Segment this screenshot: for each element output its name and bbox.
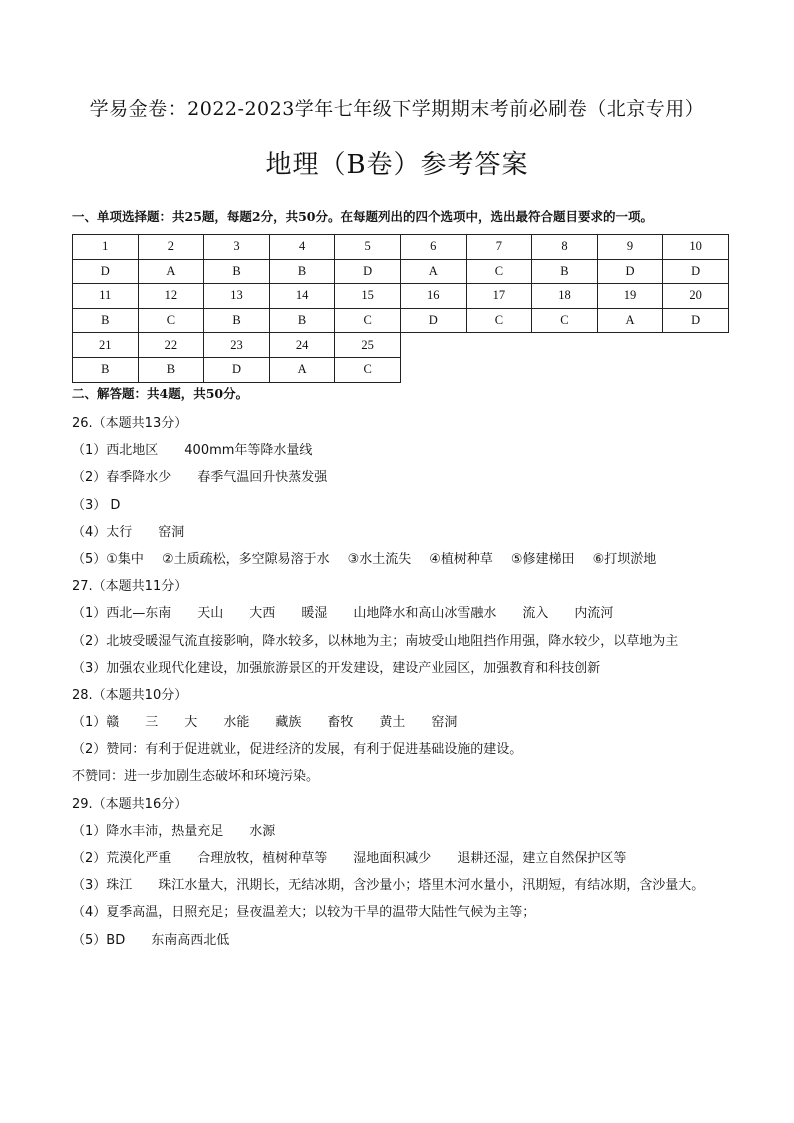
table-row-answers-3 <box>73 357 729 382</box>
question-number: 2 <box>138 235 204 260</box>
empty-cell <box>597 357 663 382</box>
answer-cell: C <box>466 259 532 284</box>
empty-cell <box>466 357 532 382</box>
question-number: 22 <box>138 333 204 358</box>
question-number: 3 <box>204 235 270 260</box>
question-number: 16 <box>400 284 466 309</box>
question-number: 20 <box>663 284 729 309</box>
question-number: 4 <box>269 235 335 260</box>
answer-part: 暖湿 <box>301 606 328 622</box>
answer-part: 窑洞 <box>431 715 458 731</box>
answer-cell: B <box>269 308 335 333</box>
question-number: 19 <box>597 284 663 309</box>
answer-part: （1）西北—东南 <box>72 606 172 622</box>
answer-cell: B <box>204 259 270 284</box>
answer-part: 水能 <box>223 715 250 731</box>
question-number: 14 <box>269 284 335 309</box>
empty-cell <box>466 333 532 358</box>
answer-cell: A <box>597 308 663 333</box>
answer-cell: B <box>269 259 335 284</box>
answer-part: 湿地面积减少 <box>353 851 432 866</box>
question-number: 12 <box>138 284 204 309</box>
answer-cell: A <box>269 357 335 382</box>
answer-part: （5） <box>72 551 107 567</box>
q29-answer-2 <box>72 845 732 872</box>
empty-cell <box>597 333 663 358</box>
answer-part: （3）珠江 <box>72 878 133 894</box>
answer-part: 春季气温回升快蒸发强 <box>197 470 328 486</box>
question-number: 7 <box>466 235 532 260</box>
question-number: 5 <box>335 235 401 260</box>
document-title: 学易金卷：2022-2023学年七年级下学期期末考前必刷卷（北京专用） <box>89 98 705 120</box>
document-subtitle: 地理（B卷）参考答案 <box>265 150 529 180</box>
q26-answer-1 <box>72 437 732 464</box>
empty-cell <box>663 333 729 358</box>
answer-cell: D <box>73 259 139 284</box>
q28-answer-1 <box>72 709 732 736</box>
question-number: 18 <box>532 284 598 309</box>
answer-part: （5）BD <box>72 932 126 948</box>
table-row-numbers-2 <box>73 284 729 309</box>
q27-answer-1 <box>72 600 732 627</box>
answer-part: 畜牧 <box>327 715 354 731</box>
q26-answer-5 <box>72 546 732 573</box>
answer-part: ①集中 <box>106 551 144 567</box>
question-number: 9 <box>597 235 663 260</box>
answer-cell: B <box>138 357 204 382</box>
question-27-title: 27.（本题共11分） <box>72 579 188 595</box>
answer-cell: D <box>597 259 663 284</box>
answer-part: （3） D <box>72 497 121 513</box>
question-number: 13 <box>204 284 270 309</box>
q28-answer-2b: 不赞同：进一步加剧生态破坏和环境污染。 <box>72 769 320 785</box>
answer-cell: D <box>400 308 466 333</box>
q29-answer-5 <box>72 927 732 954</box>
question-number: 24 <box>269 333 335 358</box>
answer-cell: D <box>663 259 729 284</box>
answer-part: （4）太行 <box>72 524 133 540</box>
question-number: 1 <box>73 235 139 260</box>
question-number: 11 <box>73 284 139 309</box>
answer-part: （1）赣 <box>72 715 120 731</box>
q29-answer-4: （4）夏季高温，日照充足；昼夜温差大；以较为干旱的温带大陆性气候为主等； <box>72 905 536 921</box>
q26-answer-4 <box>72 519 732 546</box>
answer-part: 黄土 <box>379 715 406 731</box>
question-number: 8 <box>532 235 598 260</box>
answer-part: 东南高西北低 <box>151 932 230 948</box>
answer-cell: C <box>335 357 401 382</box>
answer-part: ②土质疏松，多空隙易溶于水 <box>161 551 330 567</box>
answer-cell: B <box>204 308 270 333</box>
answer-cell: A <box>138 259 204 284</box>
answer-cell: C <box>138 308 204 333</box>
answer-part: （2）荒漠化严重 <box>72 851 172 866</box>
table-row-numbers-1 <box>73 235 729 260</box>
answer-part: （1）降水丰沛，热量充足 <box>72 823 224 839</box>
question-number: 21 <box>73 333 139 358</box>
question-number: 17 <box>466 284 532 309</box>
question-number: 23 <box>204 333 270 358</box>
table-row-answers-1 <box>73 259 729 284</box>
answer-cell: C <box>532 308 598 333</box>
q29-answer-1 <box>72 818 732 845</box>
answer-cell: C <box>335 308 401 333</box>
answer-part: 三 <box>145 715 159 731</box>
answer-part: ⑤修建梯田 <box>510 551 575 567</box>
answer-cell: B <box>73 357 139 382</box>
empty-cell <box>400 357 466 382</box>
answer-cell: C <box>466 308 532 333</box>
q27-answer-3: （3）加强农业现代化建设，加强旅游景区的开发建设，建设产业园区，加强教育和科技创新 <box>72 660 601 676</box>
empty-cell <box>532 333 598 358</box>
question-number: 10 <box>663 235 729 260</box>
answer-part: ⑥打坝淤地 <box>592 551 657 567</box>
q26-answer-2 <box>72 464 732 491</box>
question-28-title: 28.（本题共10分） <box>72 687 188 703</box>
answer-part: 内流河 <box>574 606 614 622</box>
section2-heading: 二、解答题：共4题，共50分。 <box>72 386 249 401</box>
answer-part: ③水土流失 <box>347 551 412 567</box>
answer-table <box>72 234 729 383</box>
answer-part: 天山 <box>197 606 224 622</box>
answer-part: 藏族 <box>275 715 302 731</box>
question-number: 6 <box>400 235 466 260</box>
answer-cell: B <box>73 308 139 333</box>
table-row-numbers-3 <box>73 333 729 358</box>
answer-part: 山地降水和高山冰雪融水 <box>353 606 497 622</box>
answer-part: （1）西北地区 <box>72 443 159 459</box>
answer-part: 窑洞 <box>158 524 185 540</box>
empty-cell <box>663 357 729 382</box>
answer-lines <box>72 410 732 954</box>
q29-answer-3 <box>72 872 732 899</box>
empty-cell <box>400 333 466 358</box>
answer-cell: D <box>204 357 270 382</box>
answer-cell: D <box>335 259 401 284</box>
question-26-title: 26.（本题共13分） <box>72 416 188 431</box>
q28-answer-2: （2）赞同：有利于促进就业，促进经济的发展，有利于促进基础设施的建设。 <box>72 742 523 758</box>
answer-part: 大 <box>184 715 198 731</box>
answer-part: 水源 <box>249 823 276 839</box>
answer-part: 退耕还湿，建立自然保护区等 <box>457 851 627 866</box>
question-number: 25 <box>335 333 401 358</box>
question-number: 15 <box>335 284 401 309</box>
answer-cell: A <box>400 259 466 284</box>
question-29-title: 29.（本题共16分） <box>72 796 188 812</box>
answer-part: （2）春季降水少 <box>72 470 172 486</box>
answer-cell: B <box>532 259 598 284</box>
section1-heading: 一、单项选择题：共25题，每题2分，共50分。在每题列出的四个选项中，选出最符合题目要求的一项。 <box>72 209 653 224</box>
answer-part: 大西 <box>249 606 276 622</box>
answer-part: 400mm年等降水量线 <box>184 443 313 459</box>
answer-cell: D <box>663 308 729 333</box>
answer-part: 合理放牧，植树种草等 <box>197 851 328 866</box>
table-row-answers-2 <box>73 308 729 333</box>
answer-part: ④植树种草 <box>429 551 493 567</box>
answer-part: 珠江水量大，汛期长，无结冰期，含沙量小；塔里木河水量小，汛期短，有结冰期，含沙量大。 <box>158 878 705 894</box>
q26-answer-3 <box>72 492 732 519</box>
q27-answer-2: （2）北坡受暖湿气流直接影响，降水较多，以林地为主；南坡受山地阻挡作用强，降水较少，以草地为主 <box>72 633 679 649</box>
answer-part: 流入 <box>522 606 549 622</box>
empty-cell <box>532 357 598 382</box>
